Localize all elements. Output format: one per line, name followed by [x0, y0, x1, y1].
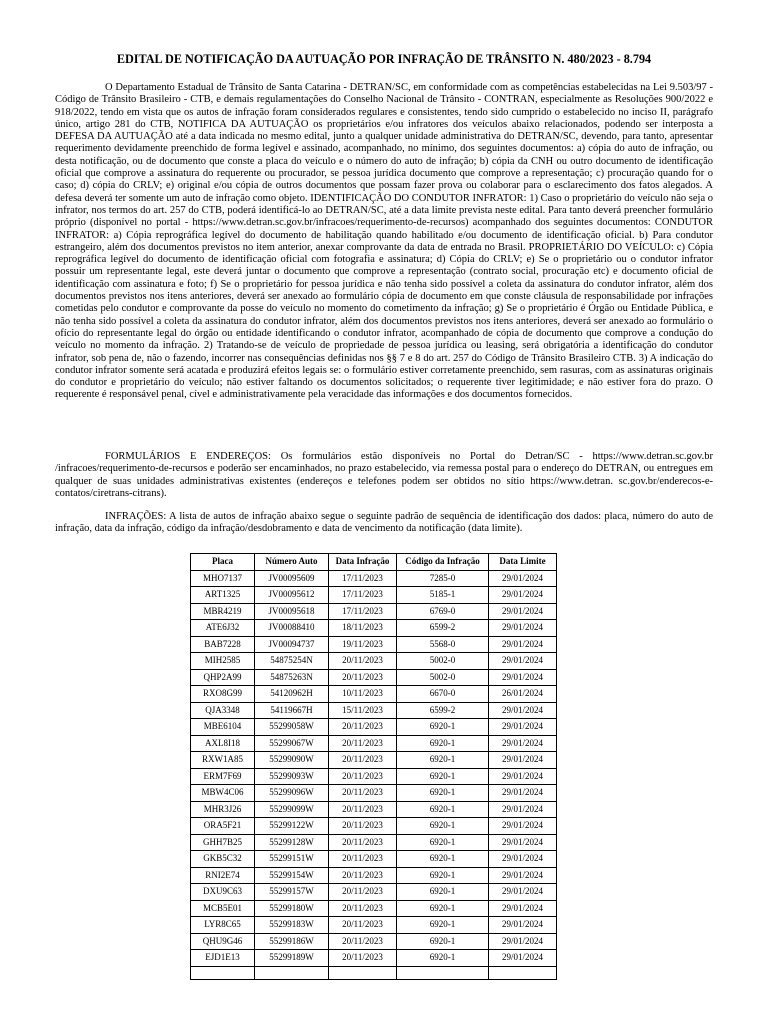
cell-data-limite: 29/01/2024 — [489, 818, 557, 835]
cell-numero-auto: 55299180W — [255, 900, 329, 917]
header-codigo-infracao: Código da Infração — [397, 554, 489, 571]
cell-placa: GKB5C32 — [191, 851, 255, 868]
table-row — [191, 669, 557, 686]
cell-data-infracao: 15/11/2023 — [329, 702, 397, 719]
cell-placa: QHP2A99 — [191, 669, 255, 686]
cell-numero-auto: 54120962H — [255, 686, 329, 703]
cell-numero-auto: 54875263N — [255, 669, 329, 686]
cell-data-limite: 29/01/2024 — [489, 801, 557, 818]
cell-data-infracao: 20/11/2023 — [329, 917, 397, 934]
cell-numero-auto: 55299122W — [255, 818, 329, 835]
empty-cell — [191, 966, 255, 979]
table-row — [191, 884, 557, 901]
cell-numero-auto: JV00095612 — [255, 587, 329, 604]
cell-codigo-infracao: 6599-2 — [397, 702, 489, 719]
cell-data-limite: 29/01/2024 — [489, 851, 557, 868]
cell-placa: GHH7B25 — [191, 834, 255, 851]
cell-numero-auto: 55299151W — [255, 851, 329, 868]
cell-codigo-infracao: 5002-0 — [397, 653, 489, 670]
cell-numero-auto: JV00095618 — [255, 603, 329, 620]
cell-data-limite: 29/01/2024 — [489, 570, 557, 587]
table-row — [191, 603, 557, 620]
cell-data-limite: 29/01/2024 — [489, 900, 557, 917]
cell-data-infracao: 20/11/2023 — [329, 669, 397, 686]
table-row — [191, 752, 557, 769]
cell-placa: ART1325 — [191, 587, 255, 604]
cell-placa: LYR8C65 — [191, 917, 255, 934]
cell-numero-auto: 55299067W — [255, 735, 329, 752]
cell-placa: RXO8G99 — [191, 686, 255, 703]
infractions-paragraph: INFRAÇÕES: A lista de autos de infração abaixo segue o seguinte padrão de sequência de identificação dos dados: placa, número do auto de infração, data da infração, código da infração/desdobramento e data de vencimento da notificação (data limite). — [55, 511, 713, 535]
table-row — [191, 735, 557, 752]
intro-paragraph: O Departamento Estadual de Trânsito de Santa Catarina - DETRAN/SC, em conformidade com as competências estabelecidas na Lei 9.503/97 - Código de Trânsito Brasileiro - CTB, e demais regulamentações do Conselho Nacional de Trânsito - CONTRAN, especialmente as Resoluções 900/2022 e 918/2022, tendo em vista que os autos de infração foram considerados regulares e consistentes, tendo sido cumprido o estabelecido no inciso II, parágrafo único, artigo 281 do CTB, NOTIFICA DA AUTUAÇÃO os proprietários e/ou infratores dos veículos abaixo relacionados, podendo ser interposta a DEFESA DA AUTUAÇÃO até a data indicada no mesmo edital, junto a qualquer unidade administrativa do DETRAN/SC, devendo, para tanto, apresentar requerimento devidamente preenchido de forma legível e assinado, acompanhado, no mínimo, dos seguintes documentos: a) cópia do auto de infração, ou desta notificação, ou de documento que conste a placa do veículo e o número do auto de infração; b) cópia da CNH ou outro documento de identificação oficial que comprove a assinatura do requerente ou procurador, se pessoa jurídica documento que comprove a representação; c) procuração quando for o caso; d) cópia do CRLV; e) original e/ou cópia de outros documentos que possam fazer prova ou colaborar para o esclarecimento dos fatos alegados. A defesa deverá ter somente um auto de infração como objeto. IDENTIFICAÇÃO DO CONDUTOR INFRATOR: 1) Caso o proprietário do veículo não seja o infrator, nos termos do art. 257 do CTB, poderá identificá-lo ao DETRAN/SC, até a data limite prevista neste edital. Para tanto deverá preencher formulário próprio (disponível no portal - https://www.detran.sc.gov.br/infracoes/requerimento-de-recursos) acompanhado dos seguintes documentos: CONDUTOR INFRATOR: a) Cópia reprográfica legível do documento de habilitação quando habilitado e/ou documento de identificação oficial. b) Para condutor estrangeiro, além dos documentos previstos no item anterior, anexar comprovante da data de entrada no Brasil. PROPRIETÁRIO DO VEÍCULO: c) Cópia reprográfica legível do documento de identificação oficial com fotografia e assinatura; d) Cópia do CRLV; e) Se o proprietário ou o condutor infrator possuir um representante legal, este deverá juntar o documento que comprove a representação (contrato social, procuração etc) e documento oficial de identificação com assinatura e foto; f) Se o proprietário for pessoa jurídica e não tenha sido possível a coleta da assinatura do condutor infrator, além dos documentos previstos nos itens anteriores, deverá ser anexado ao formulário cópia de documento em que conste cláusula de responsabilidade por infrações cometidas pelo condutor e comprovante da posse do veículo no momento do cometimento da infração; g) Se o proprietário é Órgão ou Entidade Pública, e não tenha sido possível a coleta da assinatura do condutor infrator, além dos documentos previstos nos itens anteriores, deverá ser anexado ao formulário o ofício do representante legal do órgão ou entidade identificando o condutor infrator, acompanhado de cópia de documento que comprove a condução do veículo no momento da infração. 2) Tratando-se de veículo de propriedade de pessoa jurídica ou leasing, será obrigatória a identificação do condutor infrator, sob pena de, não o fazendo, incorrer nas consequências definidas nos §§ 7 e 8 do art. 257 do Código de Trânsito Brasileiro CTB. 3) A indicação do condutor infrator somente será acatada e produzirá efeitos legais se: o formulário estiver corretamente preenchido, sem rasuras, com as assinaturas originais do condutor e proprietário do veículo; não estiver faltando os documentos solicitados; o requerente tiver legitimidade; e não estiver fora do prazo. O requerente é responsável penal, cível e administrativamente pela veracidade das informações e dos documentos fornecidos. — [55, 82, 713, 401]
table-row — [191, 702, 557, 719]
table-row — [191, 818, 557, 835]
table-row — [191, 834, 557, 851]
cell-numero-auto: 55299189W — [255, 950, 329, 967]
table-row — [191, 801, 557, 818]
cell-placa: MCB5E01 — [191, 900, 255, 917]
cell-codigo-infracao: 6920-1 — [397, 801, 489, 818]
cell-data-limite: 29/01/2024 — [489, 587, 557, 604]
cell-data-limite: 29/01/2024 — [489, 834, 557, 851]
cell-data-limite: 29/01/2024 — [489, 669, 557, 686]
empty-cell — [255, 966, 329, 979]
cell-data-infracao: 20/11/2023 — [329, 834, 397, 851]
cell-placa: AXL8I18 — [191, 735, 255, 752]
empty-cell — [329, 966, 397, 979]
table-row — [191, 950, 557, 967]
cell-data-infracao: 20/11/2023 — [329, 884, 397, 901]
cell-numero-auto: 55299186W — [255, 933, 329, 950]
cell-data-limite: 29/01/2024 — [489, 917, 557, 934]
cell-data-infracao: 19/11/2023 — [329, 636, 397, 653]
cell-codigo-infracao: 7285-0 — [397, 570, 489, 587]
cell-placa: QHU9G46 — [191, 933, 255, 950]
cell-placa: RNI2E74 — [191, 867, 255, 884]
empty-cell — [489, 966, 557, 979]
cell-data-infracao: 20/11/2023 — [329, 719, 397, 736]
page-title: EDITAL DE NOTIFICAÇÃO DA AUTUAÇÃO POR INFRAÇÃO DE TRÂNSITO N. 480/2023 - 8.794 — [116, 52, 652, 66]
cell-data-limite: 29/01/2024 — [489, 735, 557, 752]
cell-codigo-infracao: 6920-1 — [397, 867, 489, 884]
cell-codigo-infracao: 6920-1 — [397, 917, 489, 934]
table-row — [191, 785, 557, 802]
cell-numero-auto: JV00094737 — [255, 636, 329, 653]
table-row — [191, 900, 557, 917]
cell-numero-auto: 55299096W — [255, 785, 329, 802]
cell-codigo-infracao: 6920-1 — [397, 752, 489, 769]
cell-data-infracao: 20/11/2023 — [329, 735, 397, 752]
cell-placa: RXW1A85 — [191, 752, 255, 769]
cell-codigo-infracao: 6920-1 — [397, 818, 489, 835]
cell-placa: MIH2585 — [191, 653, 255, 670]
cell-data-limite: 29/01/2024 — [489, 867, 557, 884]
forms-addresses-paragraph: FORMULÁRIOS E ENDEREÇOS: Os formulários estão disponíveis no Portal do Detran/SC - https://www.detran.sc.gov.br /infracoes/requerimento-de-recursos e poderão ser encaminhados, no prazo estabelecido, via remessa postal para o endereço do DETRAN, ou entregues em qualquer de suas unidades administrativas existentes (endereços e telefones podem ser obtidos no sítio https://www.detran. sc.gov.br/enderecos-e-contatos/ciretrans-citrans). — [55, 451, 713, 499]
table-row — [191, 768, 557, 785]
cell-data-infracao: 20/11/2023 — [329, 785, 397, 802]
cell-numero-auto: 55299090W — [255, 752, 329, 769]
cell-numero-auto: JV00088410 — [255, 620, 329, 637]
table-row — [191, 719, 557, 736]
cell-data-infracao: 20/11/2023 — [329, 768, 397, 785]
cell-data-limite: 29/01/2024 — [489, 653, 557, 670]
table-row — [191, 636, 557, 653]
table-row — [191, 653, 557, 670]
cell-placa: ORA5F21 — [191, 818, 255, 835]
cell-codigo-infracao: 6920-1 — [397, 950, 489, 967]
cell-numero-auto: 55299157W — [255, 884, 329, 901]
header-data-limite: Data Limite — [489, 554, 557, 571]
table-row — [191, 570, 557, 587]
table-row — [191, 686, 557, 703]
cell-data-infracao: 17/11/2023 — [329, 603, 397, 620]
cell-data-limite: 26/01/2024 — [489, 686, 557, 703]
cell-codigo-infracao: 6920-1 — [397, 785, 489, 802]
cell-numero-auto: 55299128W — [255, 834, 329, 851]
table-row — [191, 620, 557, 637]
cell-data-infracao: 17/11/2023 — [329, 587, 397, 604]
cell-data-infracao: 20/11/2023 — [329, 752, 397, 769]
table-row — [191, 867, 557, 884]
cell-data-limite: 29/01/2024 — [489, 933, 557, 950]
cell-placa: BAB7228 — [191, 636, 255, 653]
cell-data-limite: 29/01/2024 — [489, 636, 557, 653]
cell-data-infracao: 20/11/2023 — [329, 818, 397, 835]
cell-data-infracao: 20/11/2023 — [329, 653, 397, 670]
cell-placa: ATE6J32 — [191, 620, 255, 637]
table-row — [191, 933, 557, 950]
cell-codigo-infracao: 6920-1 — [397, 884, 489, 901]
cell-placa: MBR4219 — [191, 603, 255, 620]
cell-data-limite: 29/01/2024 — [489, 752, 557, 769]
cell-placa: MHO7137 — [191, 570, 255, 587]
cell-data-limite: 29/01/2024 — [489, 884, 557, 901]
cell-codigo-infracao: 6920-1 — [397, 834, 489, 851]
infractions-table — [190, 553, 557, 980]
cell-codigo-infracao: 6920-1 — [397, 735, 489, 752]
cell-placa: QJA3348 — [191, 702, 255, 719]
cell-codigo-infracao: 6920-1 — [397, 900, 489, 917]
cell-codigo-infracao: 6920-1 — [397, 719, 489, 736]
cell-data-limite: 29/01/2024 — [489, 603, 557, 620]
cell-placa: ERM7F69 — [191, 768, 255, 785]
table-row — [191, 851, 557, 868]
cell-data-infracao: 20/11/2023 — [329, 801, 397, 818]
cell-data-infracao: 20/11/2023 — [329, 950, 397, 967]
header-placa: Placa — [191, 554, 255, 571]
cell-data-limite: 29/01/2024 — [489, 702, 557, 719]
cell-data-infracao: 10/11/2023 — [329, 686, 397, 703]
cell-numero-auto: 55299154W — [255, 867, 329, 884]
cell-numero-auto: 55299099W — [255, 801, 329, 818]
cell-data-infracao: 20/11/2023 — [329, 851, 397, 868]
cell-data-limite: 29/01/2024 — [489, 950, 557, 967]
cell-placa: EJD1E13 — [191, 950, 255, 967]
cell-codigo-infracao: 6920-1 — [397, 768, 489, 785]
cell-placa: MBE6104 — [191, 719, 255, 736]
cell-placa: MHR3J26 — [191, 801, 255, 818]
cell-codigo-infracao: 6599-2 — [397, 620, 489, 637]
cell-codigo-infracao: 5002-0 — [397, 669, 489, 686]
cell-data-infracao: 20/11/2023 — [329, 867, 397, 884]
cell-data-limite: 29/01/2024 — [489, 719, 557, 736]
cell-numero-auto: 54875254N — [255, 653, 329, 670]
table-row-empty — [191, 966, 557, 979]
cell-numero-auto: 55299093W — [255, 768, 329, 785]
cell-data-infracao: 20/11/2023 — [329, 900, 397, 917]
cell-placa: MBW4C06 — [191, 785, 255, 802]
table-row — [191, 917, 557, 934]
cell-codigo-infracao: 5185-1 — [397, 587, 489, 604]
table-row — [191, 587, 557, 604]
header-data-infracao: Data Infração — [329, 554, 397, 571]
cell-data-infracao: 18/11/2023 — [329, 620, 397, 637]
cell-placa: DXU9C63 — [191, 884, 255, 901]
cell-codigo-infracao: 6769-0 — [397, 603, 489, 620]
cell-numero-auto: 54119667H — [255, 702, 329, 719]
cell-numero-auto: 55299058W — [255, 719, 329, 736]
table-header-row — [191, 554, 557, 571]
cell-data-infracao: 20/11/2023 — [329, 933, 397, 950]
cell-data-limite: 29/01/2024 — [489, 620, 557, 637]
cell-codigo-infracao: 5568-0 — [397, 636, 489, 653]
cell-data-limite: 29/01/2024 — [489, 768, 557, 785]
cell-data-infracao: 17/11/2023 — [329, 570, 397, 587]
cell-codigo-infracao: 6920-1 — [397, 851, 489, 868]
cell-codigo-infracao: 6670-0 — [397, 686, 489, 703]
empty-cell — [397, 966, 489, 979]
cell-codigo-infracao: 6920-1 — [397, 933, 489, 950]
cell-numero-auto: 55299183W — [255, 917, 329, 934]
header-numero-auto: Número Auto — [255, 554, 329, 571]
cell-numero-auto: JV00095609 — [255, 570, 329, 587]
cell-data-limite: 29/01/2024 — [489, 785, 557, 802]
